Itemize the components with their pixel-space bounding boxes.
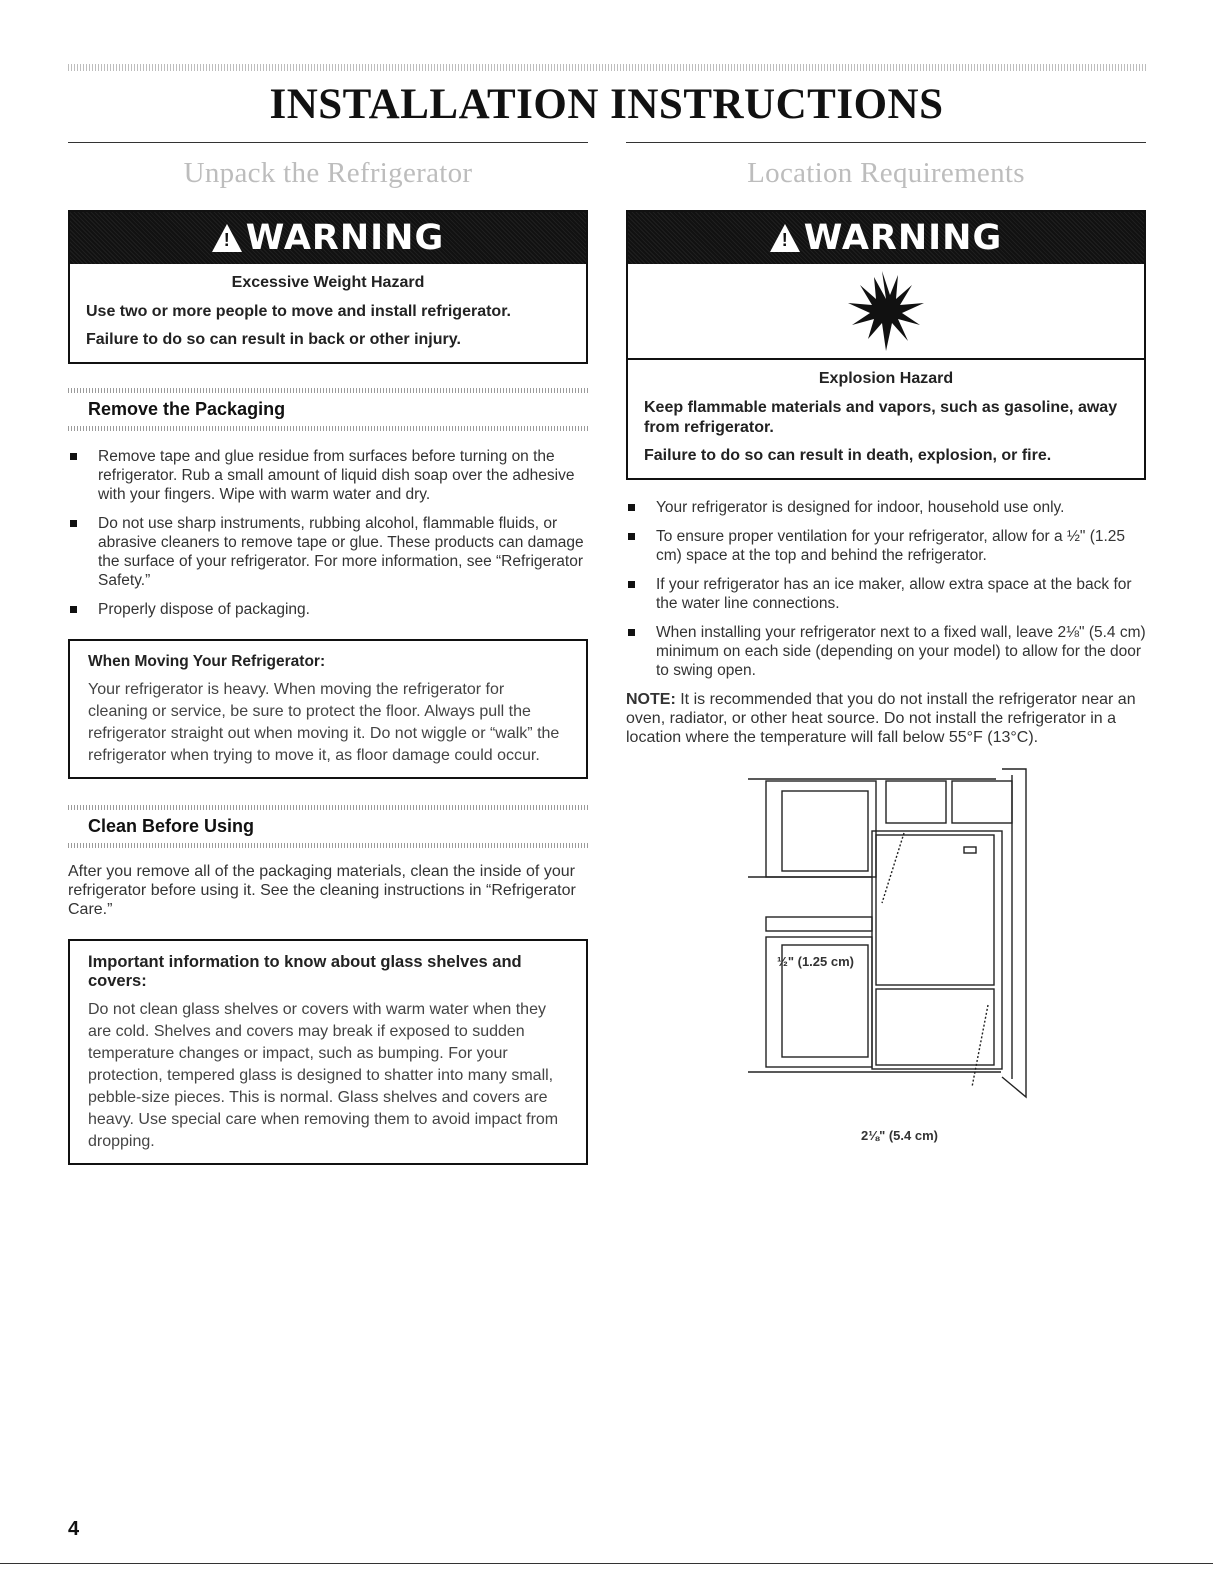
location-bullet-list: [626, 498, 1146, 680]
explosion-icon: [846, 269, 926, 353]
page-title: INSTALLATION INSTRUCTIONS: [269, 81, 944, 128]
list-item: Properly dispose of packaging.: [68, 600, 588, 619]
glass-box-title: Important information to know about glass shelves and covers:: [88, 953, 522, 990]
page-number: 4: [68, 1518, 80, 1540]
explosion-icon-area: [628, 264, 1144, 360]
packaging-bullet-list: [68, 447, 588, 619]
clearance-diagram: [726, 767, 1146, 1107]
list-item: If your refrigerator has an ice maker, allow extra space at the back for the water line connections.: [626, 575, 1146, 613]
warning-triangle-icon: !: [212, 224, 242, 252]
list-item: Your refrigerator is designed for indoor, household use only.: [626, 498, 1146, 517]
warning-line: Keep flammable materials and vapors, such as gasoline, away from refrigerator.: [644, 399, 1118, 436]
dither-rule: [68, 843, 588, 848]
warning-line: Use two or more people to move and install refrigerator.: [86, 303, 511, 320]
top-dither-band: [68, 64, 1146, 71]
warning-line: Failure to do so can result in death, explosion, or fire.: [644, 447, 1052, 464]
right-column: [626, 142, 1146, 1107]
left-column: [68, 142, 588, 1165]
warning-line: Failure to do so can result in back or other injury.: [86, 331, 461, 348]
warning-banner: [70, 212, 586, 264]
heading-clean-before-using: Clean Before Using: [88, 816, 255, 836]
note-paragraph: [626, 690, 1146, 747]
list-item: To ensure proper ventilation for your refrigerator, allow for a ½" (1.25 cm) space at the top and behind the refrigerator.: [626, 527, 1146, 565]
footer-rule: [0, 1563, 1213, 1564]
dither-rule: [68, 805, 588, 810]
warning-word: WARNING: [803, 218, 1003, 258]
section-title-unpack: Unpack the Refrigerator: [183, 157, 473, 189]
list-item: When installing your refrigerator next to a fixed wall, leave 2⅛" (5.4 cm) minimum on each side (depending on your model) to allow for the door to swing open.: [626, 623, 1146, 680]
clean-paragraph: After you remove all of the packaging materials, clean the inside of your refrigerator before using it. See the cleaning instructions in “Refrigerator Care.”: [68, 863, 576, 918]
diagram-label-top: ½" (1.25 cm): [777, 954, 854, 969]
section-rule: [626, 142, 1146, 143]
section-title-location: Location Requirements: [747, 157, 1025, 189]
glass-info-box: [68, 939, 588, 1165]
section-rule: [68, 142, 588, 143]
list-item: Remove tape and glue residue from surfaces before turning on the refrigerator. Rub a small amount of liquid dish soap over the adhesive with your fingers. Wipe with warm water and dry.: [68, 447, 588, 504]
warning-banner: [628, 212, 1144, 264]
moving-info-box: [68, 639, 588, 779]
weight-warning-box: [68, 210, 588, 364]
warning-word: WARNING: [245, 218, 445, 258]
explosion-warning-box: [626, 210, 1146, 480]
note-text: It is recommended that you do not install the refrigerator near an oven, radiator, or other heat source. Do not install the refrigerator in a location where the temperature will fall below 55°F (13°C).: [626, 691, 1136, 746]
dither-rule: [68, 426, 588, 431]
list-item: Do not use sharp instruments, rubbing alcohol, flammable fluids, or abrasive cleaners to remove tape or glue. These products can damage the surface of your refrigerator. For more information, see “Refrigerator Safety.”: [68, 514, 588, 590]
hazard-title: Explosion Hazard: [818, 370, 954, 387]
diagram-label-side: 2⅛" (5.4 cm): [861, 1128, 938, 1143]
dither-rule: [68, 388, 588, 393]
note-label: NOTE:: [626, 691, 676, 708]
heading-remove-packaging: Remove the Packaging: [88, 399, 286, 419]
moving-box-text: Your refrigerator is heavy. When moving the refrigerator for cleaning or service, be sure to protect the floor. Always pull the refrigerator straight out when moving it. Do not wiggle or “walk” the refrigerator when trying to move it, as floor damage could occur.: [88, 681, 560, 764]
hazard-title: Excessive Weight Hazard: [231, 274, 425, 291]
glass-box-text: Do not clean glass shelves or covers with warm water when they are cold. Shelves and covers may break if exposed to sudden temperature changes or impact, such as bumping. For your protection, tempered glass is designed to shatter into many small, pebble-size pieces. This is normal. Glass shelves and covers are heavy. Use special care when removing them to avoid impact from dropping.: [88, 1001, 559, 1150]
moving-box-title: When Moving Your Refrigerator:: [88, 653, 326, 670]
warning-triangle-icon: !: [770, 224, 800, 252]
